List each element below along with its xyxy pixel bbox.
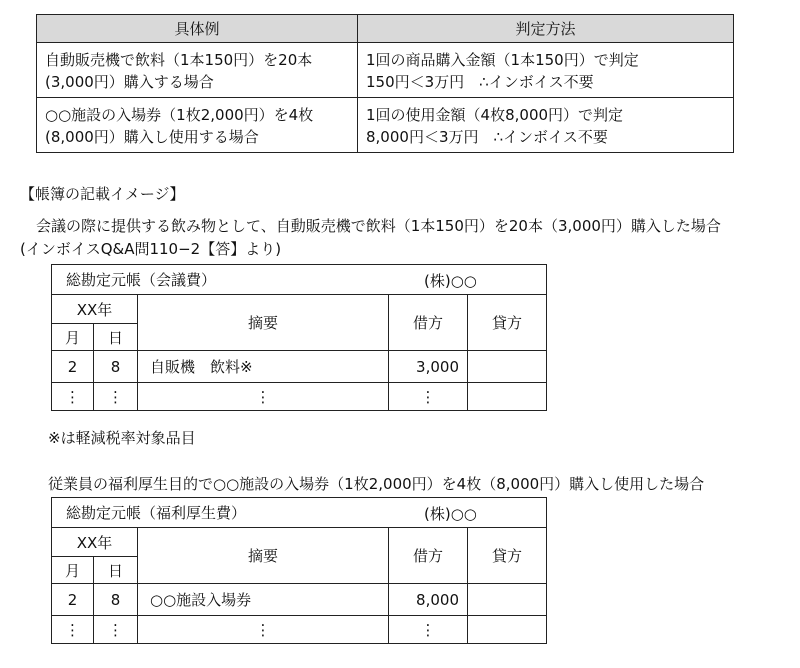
entry-debit: 8,000 (389, 584, 468, 616)
ledger-company: (株)○○ (424, 505, 477, 523)
comparison-header-row (37, 15, 734, 43)
col-day: 日 (94, 324, 138, 351)
example-cell (37, 43, 358, 98)
ledger-title: 総勘定元帳（会議費） (66, 271, 217, 289)
ledger-company: (株)○○ (424, 272, 477, 290)
ledger-title-row (52, 498, 547, 528)
example-line: (3,000円）購入する場合 (45, 73, 214, 91)
continuation-dots: ⋮ (389, 383, 468, 411)
entry-debit: 3,000 (389, 351, 468, 383)
example-line: (8,000円）購入し使用する場合 (45, 128, 259, 146)
entry-day: 8 (94, 584, 138, 616)
comparison-row (37, 98, 734, 153)
ledger-entry-row (52, 351, 547, 383)
ledger-year: XX年 (52, 295, 138, 324)
method-cell (358, 43, 734, 98)
col-credit: 貸方 (468, 528, 547, 584)
entry-credit (468, 351, 547, 383)
continuation-dots: ⋮ (52, 383, 94, 411)
ledger-year: XX年 (52, 528, 138, 557)
continuation-dots: ⋮ (94, 383, 138, 411)
continuation-dots: ⋮ (52, 616, 94, 644)
continuation-dots: ⋮ (138, 383, 389, 411)
ledger-title-row (52, 265, 547, 295)
entry-month: 2 (52, 584, 94, 616)
reduced-tax-note: ※は軽減税率対象品目 (48, 429, 196, 447)
ledger-continuation-row (52, 616, 547, 644)
comparison-row (37, 43, 734, 98)
case1-source: (インボイスQ&A問110−2【答】より) (20, 240, 282, 258)
ledger-header-row (52, 528, 547, 557)
continuation-empty (468, 616, 547, 644)
continuation-dots: ⋮ (138, 616, 389, 644)
comparison-table (36, 14, 734, 153)
method-line: 150円＜3万円 ∴インボイス不要 (366, 73, 594, 91)
section-heading: 【帳簿の記載イメージ】 (20, 185, 185, 203)
method-cell (358, 98, 734, 153)
col-month: 月 (52, 324, 94, 351)
case2-description: 従業員の福利厚生目的で○○施設の入場券（1枚2,000円）を4枚（8,000円）購入し使用した場合 (48, 475, 705, 493)
ledger-welfare-expenses (51, 497, 547, 644)
ledger-continuation-row (52, 383, 547, 411)
case1-description: 会議の際に提供する飲み物として、自動販売機で飲料（1本150円）を20本（3,000円）購入した場合 (36, 217, 721, 235)
example-cell (37, 98, 358, 153)
col-debit: 借方 (389, 528, 468, 584)
ledger-entry-row (52, 584, 547, 616)
example-line: 自動販売機で飲料（1本150円）を20本 (45, 51, 313, 69)
ledger-header-row (52, 295, 547, 324)
col-description: 摘要 (138, 528, 389, 584)
col-description: 摘要 (138, 295, 389, 351)
method-line: 8,000円＜3万円 ∴インボイス不要 (366, 128, 608, 146)
entry-description: 自販機 飲料※ (138, 351, 389, 383)
continuation-dots: ⋮ (94, 616, 138, 644)
continuation-empty (468, 383, 547, 411)
header-method: 判定方法 (358, 15, 734, 43)
method-line: 1回の使用金額（4枚8,000円）で判定 (366, 106, 624, 124)
entry-description: ○○施設入場券 (138, 584, 389, 616)
entry-credit (468, 584, 547, 616)
continuation-dots: ⋮ (389, 616, 468, 644)
col-day: 日 (94, 557, 138, 584)
ledger-title: 総勘定元帳（福利厚生費） (66, 504, 247, 522)
ledger-title-cell (52, 498, 547, 528)
method-line: 1回の商品購入金額（1本150円）で判定 (366, 51, 639, 69)
example-line: ○○施設の入場券（1枚2,000円）を4枚 (45, 106, 314, 124)
ledger-meeting-expenses (51, 264, 547, 411)
entry-month: 2 (52, 351, 94, 383)
ledger-title-cell (52, 265, 547, 295)
entry-day: 8 (94, 351, 138, 383)
header-example: 具体例 (37, 15, 358, 43)
col-credit: 貸方 (468, 295, 547, 351)
col-month: 月 (52, 557, 94, 584)
col-debit: 借方 (389, 295, 468, 351)
